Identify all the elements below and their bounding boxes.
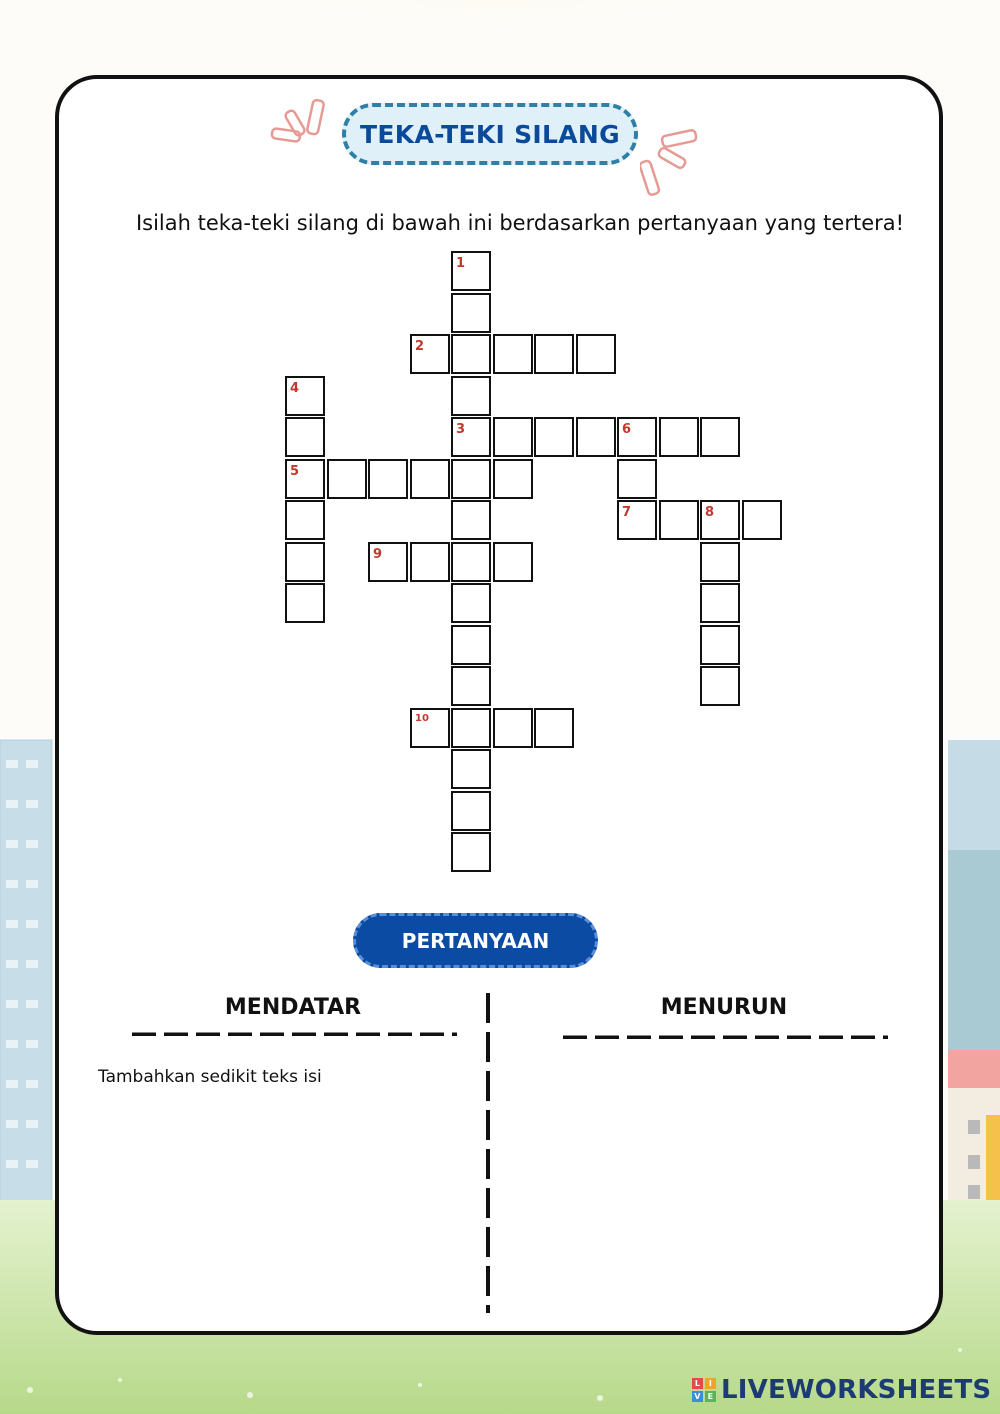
crossword-cell[interactable] <box>700 666 740 706</box>
liveworksheets-icon: L I V E <box>692 1378 716 1402</box>
crossword-cell[interactable] <box>451 542 491 582</box>
column-divider <box>485 993 491 1313</box>
clue-number: 1 <box>456 256 466 271</box>
crossword-cell[interactable] <box>451 791 491 831</box>
crossword-cell[interactable] <box>368 459 408 499</box>
clue-number: 3 <box>456 422 466 437</box>
crossword-cell[interactable] <box>576 334 616 374</box>
crossword-cell[interactable] <box>451 583 491 623</box>
crossword-cell[interactable] <box>451 666 491 706</box>
crossword-cell[interactable] <box>285 542 325 582</box>
crossword-cell[interactable] <box>451 334 491 374</box>
crossword-cell[interactable] <box>451 500 491 540</box>
crossword-cell[interactable] <box>285 583 325 623</box>
crossword-cell[interactable] <box>493 334 533 374</box>
crossword-cell[interactable] <box>700 417 740 457</box>
crossword-cell[interactable] <box>534 708 574 748</box>
instruction-text: Isilah teka-teki silang di bawah ini berdasarkan pertanyaan yang tertera! <box>135 211 905 235</box>
clue-number: 7 <box>622 505 632 520</box>
crossword-cell[interactable] <box>700 542 740 582</box>
down-heading: MENURUN <box>660 995 788 1020</box>
crossword-cell[interactable] <box>285 417 325 457</box>
page-title: TEKA-TEKI SILANG <box>342 103 638 165</box>
crossword-cell[interactable] <box>534 334 574 374</box>
crossword-cell[interactable] <box>451 459 491 499</box>
crossword-cell[interactable] <box>451 708 491 748</box>
across-heading: MENDATAR <box>224 995 362 1020</box>
crossword-cell[interactable] <box>493 708 533 748</box>
clue-number: 10 <box>415 713 429 724</box>
brand-name: LIVEWORKSHEETS <box>721 1375 992 1405</box>
crossword-cell[interactable] <box>659 500 699 540</box>
down-underline <box>563 1035 888 1039</box>
crossword-cell[interactable] <box>451 625 491 665</box>
crossword-cell[interactable] <box>451 832 491 872</box>
clue-number: 4 <box>290 381 300 396</box>
crossword-cell[interactable] <box>742 500 782 540</box>
crossword-cell[interactable] <box>327 459 367 499</box>
crossword-cell[interactable] <box>451 749 491 789</box>
across-clues-text[interactable]: Tambahkan sedikit teks isi <box>98 1067 322 1087</box>
crossword-cell[interactable] <box>410 542 450 582</box>
brand-logo <box>692 1375 991 1405</box>
crossword-cell[interactable] <box>617 459 657 499</box>
across-underline <box>132 1032 457 1036</box>
crossword-cell[interactable] <box>576 417 616 457</box>
crossword-cell[interactable] <box>700 583 740 623</box>
crossword-cell[interactable] <box>534 417 574 457</box>
clue-number: 9 <box>373 547 383 562</box>
crossword-cell[interactable] <box>659 417 699 457</box>
clue-number: 2 <box>415 339 425 354</box>
crossword-cell[interactable] <box>451 293 491 333</box>
questions-section-label: PERTANYAAN <box>353 913 598 968</box>
crossword-cell[interactable] <box>493 459 533 499</box>
clue-number: 5 <box>290 464 300 479</box>
crossword-cell[interactable] <box>700 625 740 665</box>
crossword-cell[interactable] <box>493 417 533 457</box>
crossword-cell[interactable] <box>451 376 491 416</box>
crossword-cell[interactable] <box>493 542 533 582</box>
clue-number: 6 <box>622 422 632 437</box>
crossword-cell[interactable] <box>410 459 450 499</box>
crossword-cell[interactable] <box>285 500 325 540</box>
clue-number: 8 <box>705 505 715 520</box>
